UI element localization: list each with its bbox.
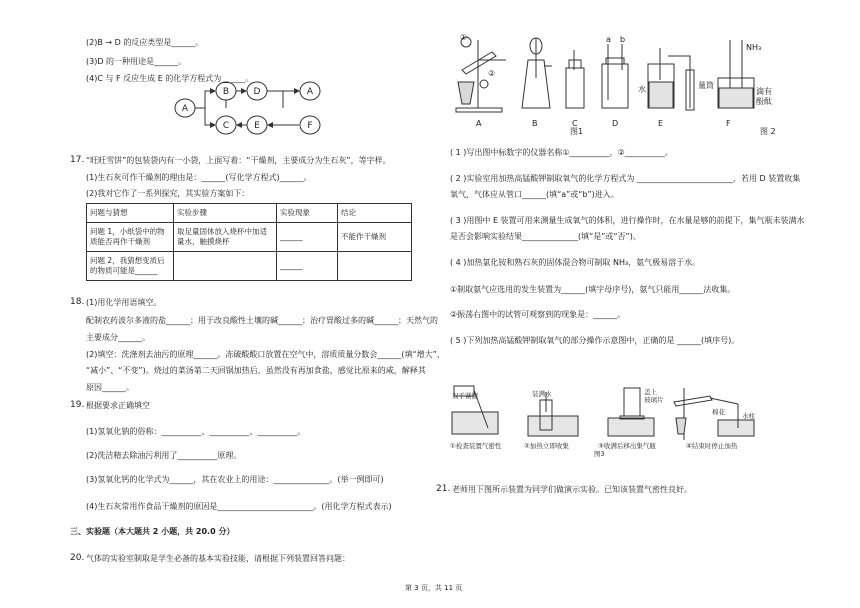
table-cell: 不能作干燥剂	[338, 223, 412, 252]
q19-line: (4)生石灰常用作食品干燥剂的原因是________________________。(用化学方程式表示)	[86, 502, 392, 511]
reaction-flow-diagram	[170, 78, 330, 138]
apparatus-figure	[448, 30, 788, 135]
nh3-label: NH₃	[746, 43, 762, 52]
node-b: B	[222, 87, 230, 97]
fig-label-b: B	[532, 119, 538, 128]
ops-label-hands: 双手紧握	[452, 392, 478, 400]
node-d: D	[253, 87, 261, 97]
q16-line-3: (3)D 的一种用途是______。	[86, 57, 187, 66]
fig-label-a: A	[476, 119, 482, 128]
tube-label-b: b	[620, 35, 626, 44]
apparatus-b-icon	[522, 38, 552, 108]
apparatus-a-icon	[456, 37, 506, 112]
q20-line: ( 5 )下列加热高锰酸钾制取氧气的部分操作示意图中，正确的是 ______(填序号)。	[450, 336, 740, 345]
q21-stem: 老师用下图所示装置为同学们做演示实验。已知该装置气密性良好。	[452, 485, 692, 494]
figure-2-caption: 图 2	[760, 127, 776, 135]
q17-number: 17.	[70, 155, 85, 165]
ops-caption-4: ④结束时停止加热	[686, 442, 738, 450]
ops-label-cotton: 棉花	[712, 408, 725, 416]
table-cell	[338, 252, 412, 281]
q20-line: ①制取氨气应选用的发生装置为______(填字母序号)，氨气只能用______法收集。	[450, 285, 736, 294]
node-a-right: A	[306, 87, 314, 97]
node-a-left: A	[181, 104, 189, 114]
table-row	[87, 252, 412, 281]
table-header: 结论	[338, 204, 412, 223]
instrument-2-marker: ②	[488, 69, 496, 78]
figure-1-caption: 图1	[570, 127, 584, 135]
apparatus-c-icon	[566, 50, 584, 108]
q18-line: (2)填空：洗涤剂去油污的原理______。冻破酸酸口放置在空气中，溶质质量分数会______(填“增大”、	[86, 350, 445, 359]
q17-sub1: (1)生石灰可作干燥剂的理由是：______(写化学方程式)______。	[86, 173, 312, 182]
instrument-1-marker: ①	[460, 33, 468, 42]
table-header-row	[87, 204, 412, 223]
tube-label-a: a	[606, 35, 611, 44]
q20-stem: 气体的实验室制取是学生必备的基本实验技能，请根据下列装置回答问题：	[86, 554, 350, 563]
q19-line: (2)洗洁精去除油污利用了__________原理。	[86, 451, 242, 460]
q19-line: (1)氢氧化钠的俗称：__________、__________、__________。	[86, 427, 306, 436]
q20-line: ( 1 )写出图中标数字的仪器名称①__________，②__________。	[450, 148, 673, 157]
q19-line: 根据要求正确填空	[86, 401, 150, 410]
q18-line: 配制农药波尔多液的盐______；用于改良酸性土壤的碱______；治疗胃酸过多的碱______；天然气的	[86, 316, 438, 325]
section-3-heading: 三、实验题（本大题共 2 小题，共 20.0 分）	[70, 527, 235, 536]
q18-number: 18.	[70, 297, 85, 307]
q21-number: 21.	[436, 484, 451, 494]
ops-label-cover: 盖上	[644, 388, 657, 396]
q17-stem: “旺旺雪饼”的包装袋内有一小袋，上面写着：“干燥剂，主要成分为生石灰”，等字样。	[86, 156, 391, 165]
figure-3-caption: 图3	[594, 450, 605, 457]
q18-line: 原因______。	[86, 383, 134, 392]
table-cell: 取足量固体放入烧杯中加适量水，触摸烧杯	[174, 223, 277, 252]
ops-caption-1: ①检查装置气密性	[450, 442, 502, 450]
node-c: C	[222, 121, 230, 131]
cylinder-label: 量筒	[698, 81, 714, 90]
table-cell: ______	[277, 252, 338, 281]
q16-line-4: (4)C 与 F 反应生成 E 的化学方程式为______。	[86, 74, 254, 83]
q20-line: 氧气，气体应从管口______(填“a”或“b”)进入。	[450, 190, 619, 199]
q16-line-2: (2)B → D 的反应类型是______。	[86, 38, 204, 47]
table-cell	[174, 252, 277, 281]
fig-label-f: F	[726, 119, 731, 128]
table-header: 实验现象	[277, 204, 338, 223]
page-footer: 第 3 页，共 11 页	[405, 584, 463, 592]
table-header: 实验步骤	[174, 204, 277, 223]
table-header: 问题与猜想	[87, 204, 174, 223]
apparatus-d-icon	[602, 44, 628, 108]
apparatus-e-icon	[648, 48, 694, 110]
ops-caption-3: ③收满后移出集气瓶	[598, 442, 656, 450]
table-cell: 问题 2，我猜想变质后的物质可能是______	[87, 252, 174, 281]
operations-figure	[448, 382, 758, 457]
q17-sub2: (2)我对它作了一系列探究，其实验方案如下：	[86, 189, 250, 198]
experiment-table	[86, 203, 412, 281]
table-cell: 问题 1，小纸袋中的物质能否再作干燥剂	[87, 223, 174, 252]
ops-label-glass: 玻璃片	[644, 396, 664, 404]
table-row	[87, 223, 412, 252]
water-label: 水	[638, 85, 646, 94]
node-f: F	[307, 121, 313, 131]
phenolphthalein-label-2: 酚酞	[756, 97, 772, 106]
q18-line: “减小”、“不变”)。烧过的菜汤第二天回锅加热后，虽然没有再加食盐，感觉比原来的咸，解释其	[86, 366, 426, 375]
q20-line: ( 3 )用图中 E 装置可用来测量生成氧气的体积，进行操作时，在水量是够的前提下，集气瓶未装满水	[450, 216, 805, 225]
node-e: E	[254, 121, 260, 131]
ops-label-fill-water: 装满水	[532, 390, 552, 398]
q20-line: ( 4 )加热氯化铵和熟石灰的固体混合物可制取 NH₃，氨气极易溶于水。	[450, 258, 701, 267]
q20-line: 是否会影响实验结果______________(填“是”或“否”)。	[450, 232, 641, 241]
q20-line: ( 2 )实验室用加热高锰酸钾制取氧气的化学方程式为 ________________________，若用 D 装置收集	[450, 174, 801, 183]
ops-label-water-column: 水柱	[742, 412, 755, 420]
q18-line: 主要成分______。	[86, 333, 150, 342]
q20-line: ②振荡右图中的试管可观察到的现象是：______。	[450, 310, 626, 319]
q20-number: 20.	[70, 553, 85, 563]
fig-label-d: D	[612, 119, 619, 128]
phenolphthalein-label-1: 滴有	[756, 87, 772, 96]
fig-label-c: C	[572, 119, 578, 128]
q19-line: (3)氢氧化钙的化学式为______，其在农业上的用途：______________。(举一例即可)	[86, 475, 384, 484]
ops-caption-2: ②加热立即收集	[524, 442, 569, 450]
heat-collect-icon	[528, 392, 578, 436]
fig-label-e: E	[658, 119, 664, 128]
q19-number: 19.	[70, 400, 85, 410]
table-cell: ______	[277, 223, 338, 252]
q18-line: (1)用化学用语填空。	[86, 298, 162, 307]
